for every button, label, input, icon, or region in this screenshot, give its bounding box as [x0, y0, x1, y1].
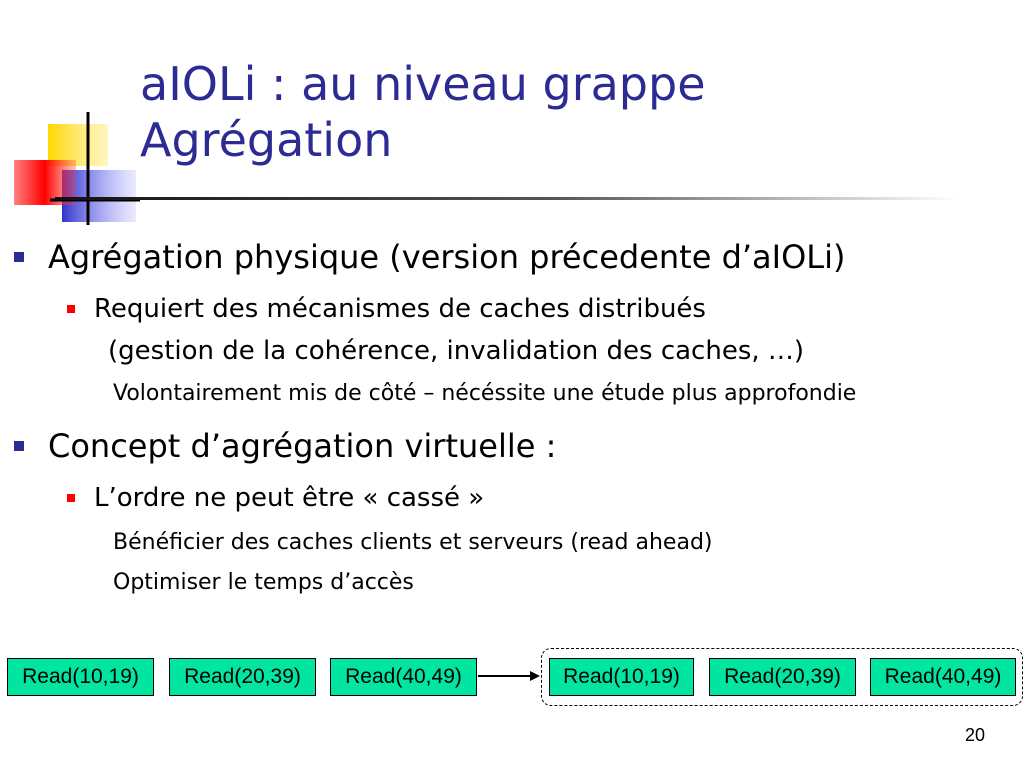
bullet-text: Bénéficier des caches clients et serveurs (read ahead)	[113, 530, 713, 555]
title-divider	[55, 197, 960, 200]
bullet-text: L’ordre ne peut être « cassé »	[94, 483, 485, 513]
bullet-text: Concept d’agrégation virtuelle :	[48, 427, 557, 465]
bullet-level3	[113, 529, 713, 557]
bullet-text: Agrégation physique (version précedente d’aIOLi)	[48, 238, 846, 276]
bullet-level1	[48, 238, 845, 276]
slide-logo	[0, 100, 140, 230]
bullet-text: Requiert des mécanismes de caches distribués	[94, 294, 706, 324]
slide-title	[140, 56, 706, 168]
read-request-box: Read(20,39)	[169, 658, 316, 696]
arrow-right-icon	[478, 667, 540, 685]
bullet-text: Optimiser le temps d’accès	[113, 570, 414, 595]
square-bullet-icon	[14, 441, 24, 451]
bullet-text: Volontairement mis de côté – nécéssite une étude plus approfondie	[113, 381, 857, 406]
square-bullet-icon	[14, 252, 24, 262]
aggregated-read-box: Read(20,39)	[709, 658, 856, 696]
bullet-level2	[94, 293, 706, 325]
read-request-box: Read(10,19)	[7, 658, 154, 696]
bullet-text: (gestion de la cohérence, invalidation des caches, …)	[108, 336, 805, 366]
aggregated-read-box: Read(10,19)	[549, 658, 694, 696]
bullet-level3	[113, 569, 414, 597]
bullet-level3	[113, 380, 856, 408]
square-bullet-icon	[67, 305, 75, 313]
title-line-2: Agrégation	[140, 113, 393, 167]
bullet-continuation	[108, 335, 804, 367]
bullet-level2	[94, 482, 484, 514]
square-bullet-icon	[67, 494, 75, 502]
title-line-1: aIOLi : au niveau grappe	[140, 57, 706, 111]
page-number: 20	[965, 725, 986, 745]
bullet-level1	[48, 427, 556, 465]
aggregated-read-box: Read(40,49)	[870, 658, 1016, 696]
read-request-box: Read(40,49)	[330, 658, 477, 696]
